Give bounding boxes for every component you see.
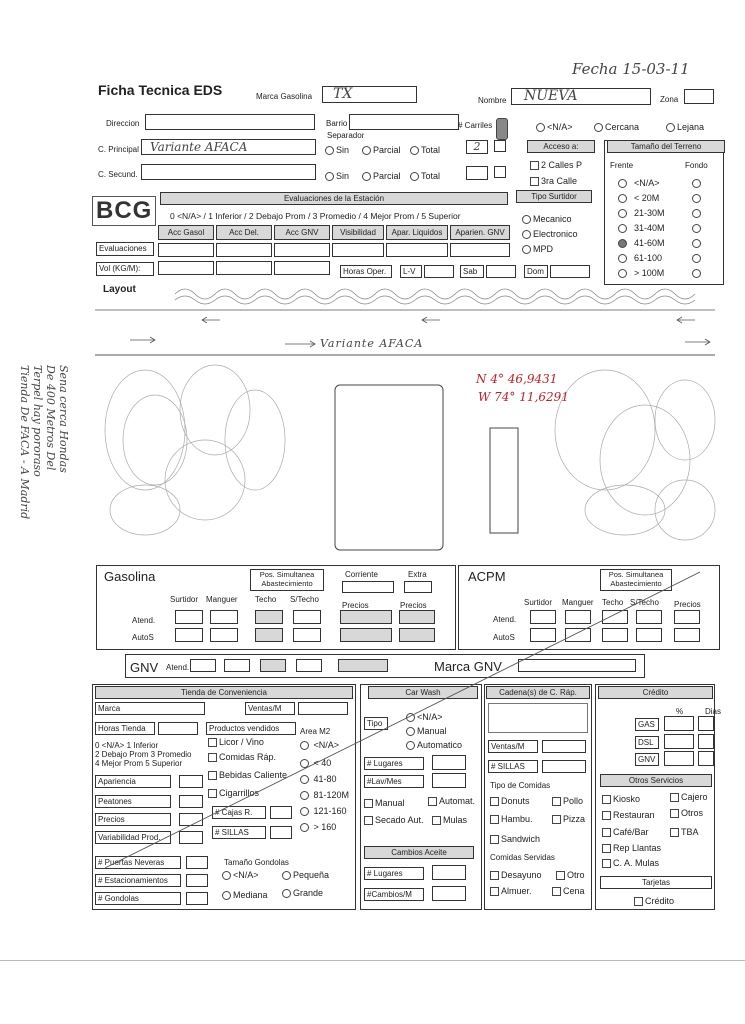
carriles-field[interactable]: 2 [466,140,488,154]
side-note-line: Terpel hay pororaso [31,365,44,477]
terreno-option[interactable]: < 20M [618,193,659,204]
servida-desayuno[interactable]: Desayuno [490,870,542,881]
credito-dsl-dias[interactable] [698,734,714,749]
gas-autos: AutoS [132,633,154,642]
comidas-servidas-label: Comidas Servidas [490,853,555,862]
fondo-radio[interactable] [692,238,703,249]
carwash-secado[interactable]: Secado Aut. [364,815,424,826]
pen-stroke [100,570,700,870]
cercania-cercana[interactable]: Cercana [594,122,639,133]
gas-col-surtidor: Surtidor [170,595,199,604]
acceso-3ra-calle[interactable]: 3ra Calle [530,176,577,187]
nombre-label: Nombre [478,96,507,105]
serv-camulas[interactable]: C. A. Mulas [602,858,659,869]
layout-label: Layout [103,284,136,295]
vol-cell[interactable] [216,261,272,275]
gnv-title: GNV [130,660,159,675]
eval-col-header: Visibilidad [332,225,384,240]
acpm-col-stecho: S/Techo [630,598,659,607]
area-option[interactable]: <N/A> [300,740,339,751]
surtidor-mpd[interactable]: MPD [522,244,553,255]
credito-dias: Dias [705,707,722,716]
layout-sketch [85,280,725,570]
acpm-title: ACPM [468,569,506,584]
eval-cell[interactable] [274,243,330,257]
cambios-mes-label: #Cambios/M [364,888,424,901]
gondolas-label: # Gondolas [95,892,181,905]
separador-sin[interactable]: Sin [325,145,349,156]
eval-item-label: Variabilidad Prod. [95,831,171,844]
carwash-na[interactable]: <N/A> [406,712,443,723]
extra-label: Extra [408,570,427,579]
credito-pct: % [676,707,684,716]
horas-tienda-label: Horas Tienda [95,722,155,735]
surtidor-electronico[interactable]: Electronico [522,229,578,240]
tienda-scale-2: 2 Debajo Prom 3 Promedio [95,750,192,759]
eval-col-header: Aparien. GNV [450,225,510,240]
credito-gnv-dias[interactable] [698,751,714,766]
prod-licor[interactable]: Licor / Vino [208,737,264,748]
terreno-option[interactable]: 61-100 [618,253,662,264]
prod-bebidas[interactable]: Bebidas Caliente [208,770,287,781]
side-note-line: Tienda De FACA - A Madrid [18,365,31,520]
credito-gas-dias[interactable] [698,716,714,731]
cadena-sillas-label: # SILLAS [488,760,538,773]
carwash-header: Car Wash [368,686,478,699]
carwash-lugares-label: # Lugares [364,757,424,770]
tipo-surtidor-header: Tipo Surtidor [516,190,592,203]
serv-cajero[interactable]: Cajero [670,792,708,803]
productos-label: Productos vendidos [206,722,296,735]
eval-cell[interactable] [332,243,384,257]
carriles2-field[interactable] [466,166,488,180]
marca-gnv-label: Marca GNV [434,659,502,674]
cercania-lejana[interactable]: Lejana [666,122,704,133]
terreno-option[interactable]: <N/A> [618,178,660,189]
vol-cell[interactable] [158,261,214,275]
fondo-radio[interactable] [692,208,703,219]
estac-label: # Estacionamientos [95,874,181,887]
tarjeta-credito[interactable]: Crédito [634,896,674,907]
sillas-label: # SILLAS [212,826,266,839]
evaluaciones-label: Evaluaciones [96,242,154,256]
acpm-col-surtidor: Surtidor [524,598,553,607]
gondolas-field[interactable] [186,892,208,905]
carwash-manual2[interactable]: Manual [364,798,405,809]
gas-atend: Atend. [132,616,156,625]
form-title: Ficha Tecnica EDS [98,82,223,98]
carriles2-check[interactable] [494,166,506,178]
dom-field[interactable] [550,265,590,278]
terreno-option[interactable]: 41-60M [618,238,665,249]
eval-col-header: Acc Gasol [158,225,214,240]
terreno-fondo: Fondo [685,161,708,170]
area-option[interactable]: < 40 [300,758,331,769]
tarjetas-header: Tarjetas [600,876,712,889]
carwash-lav-label: #Lav/Mes [364,775,424,788]
area-option[interactable]: > 160 [300,822,336,833]
corriente-label: Corriente [345,570,378,579]
separador2-parcial[interactable]: Parcial [362,171,401,182]
horas-oper-label: Horas Oper. [340,265,392,278]
carwash-manual[interactable]: Manual [406,726,447,737]
comida-sandwich[interactable]: Sandwich [490,834,540,845]
side-note [18,365,70,625]
fondo-radio[interactable] [692,178,703,189]
eval-col-header: Acc Del. [216,225,272,240]
gas-precios-1: Precios [342,601,369,610]
otros-servicios-header: Otros Servicios [600,774,712,787]
eval-item-label: Peatones [95,795,171,808]
area-m2-label: Area M2 [300,727,331,736]
page-bottom-rule [0,960,745,961]
side-note-line: Sena cerca Hondas [57,365,70,473]
gondola-pequena[interactable]: Pequeña [282,870,329,881]
zona-field[interactable] [684,89,714,104]
cajas-label: # Cajas R. [212,806,266,819]
separador-parcial[interactable]: Parcial [362,145,401,156]
direccion-field[interactable] [145,114,315,130]
gasolina-simultanea: Pos. Simultanea Abastecimiento [250,569,324,591]
tienda-marca-label: Marca [95,702,205,715]
eval-cell[interactable] [158,243,214,257]
comida-hambu[interactable]: Hambu. [490,814,533,825]
barrio-field[interactable] [349,114,459,130]
acpm-precios: Precios [674,600,701,609]
gas-precios-2: Precios [400,601,427,610]
gondola-grande[interactable]: Grande [282,888,323,899]
marca-gasolina-label: Marca Gasolina [256,92,313,101]
eval-item-label: Precios [95,813,171,826]
carwash-auto[interactable]: Automatico [406,740,462,751]
prod-cigarrillos[interactable]: Cigarrillos [208,788,259,799]
fecha-note: Fecha 15-03-11 [572,60,690,78]
eval-cell[interactable] [450,243,510,257]
gasolina-title: Gasolina [104,569,156,584]
cadena-ventas-label: Ventas/M [488,740,538,753]
side-note-line: De 400 Metros Del [44,365,57,471]
estac-field[interactable] [186,874,208,887]
credito-header: Crédito [598,686,713,699]
road-text: Variante AFACA [320,337,424,350]
terreno-option[interactable]: 31-40M [618,223,665,234]
evaluaciones-scale: 0 <N/A> / 1 Inferior / 2 Debajo Prom / 3 Promedio / 4 Mejor Prom / 5 Superior [170,211,461,221]
gnv-atend: Atend. [166,663,190,672]
area-option[interactable]: 121-160 [300,806,347,817]
fondo-radio[interactable] [692,268,703,279]
coord-n: N 4° 46,9431 [476,372,558,386]
dom-label: Dom [524,265,548,278]
cambios-lugares-label: # Lugares [364,867,424,880]
c-secund-label: C. Secund. [98,170,138,179]
terreno-option[interactable]: 21-30M [618,208,665,219]
gondola-mediana[interactable]: Mediana [222,890,268,901]
gas-col-techo: Techo [255,595,277,604]
credito-gnv-label: GNV [635,753,659,766]
terreno-frente: Frente [610,161,634,170]
coord-w: W 74° 11,6291 [478,390,569,404]
c-principal-label: C. Principal [98,145,139,154]
c-secund-field[interactable] [141,164,316,180]
acceso-header: Acceso a: [527,140,595,153]
area-option[interactable]: 41-80 [300,774,337,785]
puertas-label: # Puertas Neveras [95,856,181,869]
serv-kiosko[interactable]: Kiosko [602,794,640,805]
carwash-tipo-label: Tipo [364,717,388,730]
vol-label: Vol (KG/M): [96,262,154,276]
nombre-field[interactable]: NUEVA [511,88,651,105]
cadena-header: Cadena(s) de C. Ráp. [486,686,590,699]
marca-gasolina-field[interactable]: TX [322,86,417,103]
terreno-option[interactable]: > 100M [618,268,664,279]
acpm-col-techo: Techo [602,598,624,607]
separador-label: Separador [327,131,365,140]
eval-col-header: Acc GNV [274,225,330,240]
serv-cafe[interactable]: Café/Bar [602,827,649,838]
servida-otro[interactable]: Otro [556,870,585,881]
eval-cell[interactable] [216,243,272,257]
acpm-autos: AutoS [493,633,515,642]
serv-otros[interactable]: Otros [670,808,703,819]
comida-pizza[interactable]: Pizza [552,814,585,825]
surtidor-mecanico[interactable]: Mecanico [522,214,572,225]
tipo-comidas-label: Tipo de Comidas [490,781,551,790]
cambios-mes-field[interactable] [432,886,466,901]
acpm-simultanea: Pos. Simultanea Abastecimiento [600,569,672,591]
separador-total[interactable]: Total [410,145,440,156]
c-principal-field[interactable]: Variante AFACA [141,139,316,155]
tienda-ventas-label: Ventas/M [245,702,295,715]
servida-cena[interactable]: Cena [552,886,585,897]
tam-gondolas-label: Tamaño Gondolas [224,858,289,867]
gondola-na[interactable]: <N/A> [222,870,259,881]
carwash-automat[interactable]: Automat. [428,796,475,807]
serv-tba[interactable]: TBA [670,827,699,838]
cambios-header: Cambios Aceite [364,846,474,859]
fondo-radio[interactable] [692,193,703,204]
vol-cell[interactable] [274,261,330,275]
credito-gas-label: GAS [635,718,659,731]
servida-almuer[interactable]: Almuer. [490,886,532,897]
sab-label: Sab [460,265,484,278]
zona-label: Zona [660,95,679,104]
tienda-scale-1: 0 <N/A> 1 Inferior [95,741,159,750]
evaluaciones-bar: Evaluaciones de la Estación [160,192,508,205]
sab-field[interactable] [486,265,516,278]
serv-rep[interactable]: Rep Llantas [602,843,661,854]
tienda-header: Tienda de Conveniencia [95,686,353,699]
gas-col-manguer: Manguer [206,595,238,604]
comida-pollo[interactable]: Pollo [552,796,583,807]
terreno-header: Tamaño del Terreno [607,140,725,153]
prod-comidas[interactable]: Comidas Ráp. [208,752,276,763]
area-option[interactable]: 81-120M [300,790,349,801]
barrio-label: Barrio [326,119,348,128]
lv-label: L-V [400,265,422,278]
direccion-label: Direccion [106,119,140,128]
cercania-na[interactable]: <N/A> [536,122,573,133]
traffic-light-icon [496,118,508,140]
eval-item-label: Apariencia [95,775,171,788]
fondo-radio[interactable] [692,253,703,264]
carriles-check[interactable] [494,140,506,152]
carwash-mulas[interactable]: Mulas [432,815,467,826]
comida-donuts[interactable]: Donuts [490,796,530,807]
lv-field[interactable] [424,265,454,278]
serv-restauran[interactable]: Restauran [602,810,655,821]
eval-cell[interactable] [386,243,448,257]
acceso-2calles[interactable]: 2 Calles P [530,160,582,171]
carriles-label: # Carriles [458,121,493,130]
acpm-col-manguer: Manguer [562,598,594,607]
gas-col-stecho: S/Techo [290,595,319,604]
acpm-atend: Atend. [493,615,517,624]
tienda-scale-3: 4 Mejor Prom 5 Superior [95,759,183,768]
separador2-sin[interactable]: Sin [325,171,349,182]
eval-col-header: Apar. Liquidos [386,225,448,240]
bcg-logo: BCG [92,196,156,226]
credito-dsl-label: DSL [635,736,659,749]
fondo-radio[interactable] [692,223,703,234]
separador2-total[interactable]: Total [410,171,440,182]
